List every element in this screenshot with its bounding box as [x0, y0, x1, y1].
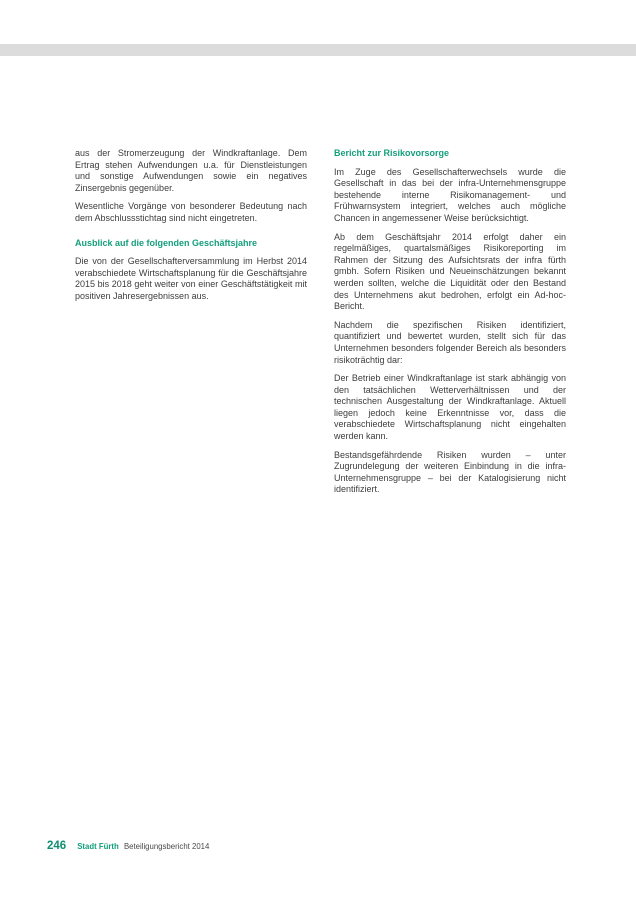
- left-column: [75, 148, 307, 503]
- top-bar: [0, 44, 636, 56]
- paragraph: Wesentliche Vorgänge von besonderer Bedeutung nach dem Abschlussstichtag sind nicht eingetreten.: [75, 201, 307, 223]
- page-number: 246: [47, 840, 67, 852]
- footer-document-title: Beteiligungsbericht 2014: [123, 842, 210, 851]
- footer-text: [77, 842, 209, 851]
- paragraph: Die von der Gesellschafterversammlung im Herbst 2014 verabschiedete Wirtschaftsplanung für die Geschäftsjahre 2015 bis 2018 geht weiter von einer Geschäftstätigkeit mit positiven Jahresergebnissen aus.: [75, 256, 307, 301]
- paragraph: Im Zuge des Gesellschafterwechsels wurde die Gesellschaft in das bei der infra-Unternehmensgruppe bestehende interne Risikomanagement- und Frühwarnsystem integriert, welches auch mögliche Chancen in angemessener Weise berücksichtigt.: [334, 166, 566, 223]
- footer: [47, 840, 209, 852]
- paragraph: Der Betrieb einer Windkraftanlage ist stark abhängig von den tatsächlichen Wetterverhältnissen und der technischen Ausgestaltung der Windkraftanlage. Aktuell liegen jedoch keine Erkenntnisse vor, dass die verabschiedete Wirtschaftsplanung nicht eingehalten werden kann.: [334, 373, 566, 442]
- page-content: [75, 148, 566, 503]
- paragraph: Bestandsgefährdende Risiken wurden – unter Zugrundelegung der weiteren Einbindung in die infra-Unternehmensgruppe – bei der Katalogisierung nicht identifiziert.: [334, 449, 566, 495]
- paragraph: Nachdem die spezifischen Risiken identifiziert, quantifiziert und bewertet wurden, stellt sich für das Unternehmen besonders folgender Bereich als besonders risikoträchtig dar:: [334, 319, 566, 365]
- right-column: [334, 148, 566, 503]
- footer-brand: Stadt Fürth: [77, 842, 119, 851]
- paragraph: Ab dem Geschäftsjahr 2014 erfolgt daher ein regelmäßiges, quartalsmäßiges Risikoreporting im Rahmen der Sitzung des Aufsichtsrats der infra fürth gmbh. Sofern Risiken und Neueinschätzungen bekannt werden sollten, welche die Liquidität oder den Bestand des Unternehmens akut bedrohen, erfolgt ein Ad-hoc-Bericht.: [334, 231, 566, 312]
- paragraph: aus der Stromerzeugung der Windkraftanlage. Dem Ertrag stehen Aufwendungen u.a. für Dienstleistungen und sonstige Aufwendungen sowie ein negatives Zinsergebnis gegenüber.: [75, 148, 307, 193]
- section-heading-ausblick: Ausblick auf die folgenden Geschäftsjahre: [75, 237, 258, 248]
- section-heading-risikovorsorge: Bericht zur Risikovorsorge: [334, 148, 450, 158]
